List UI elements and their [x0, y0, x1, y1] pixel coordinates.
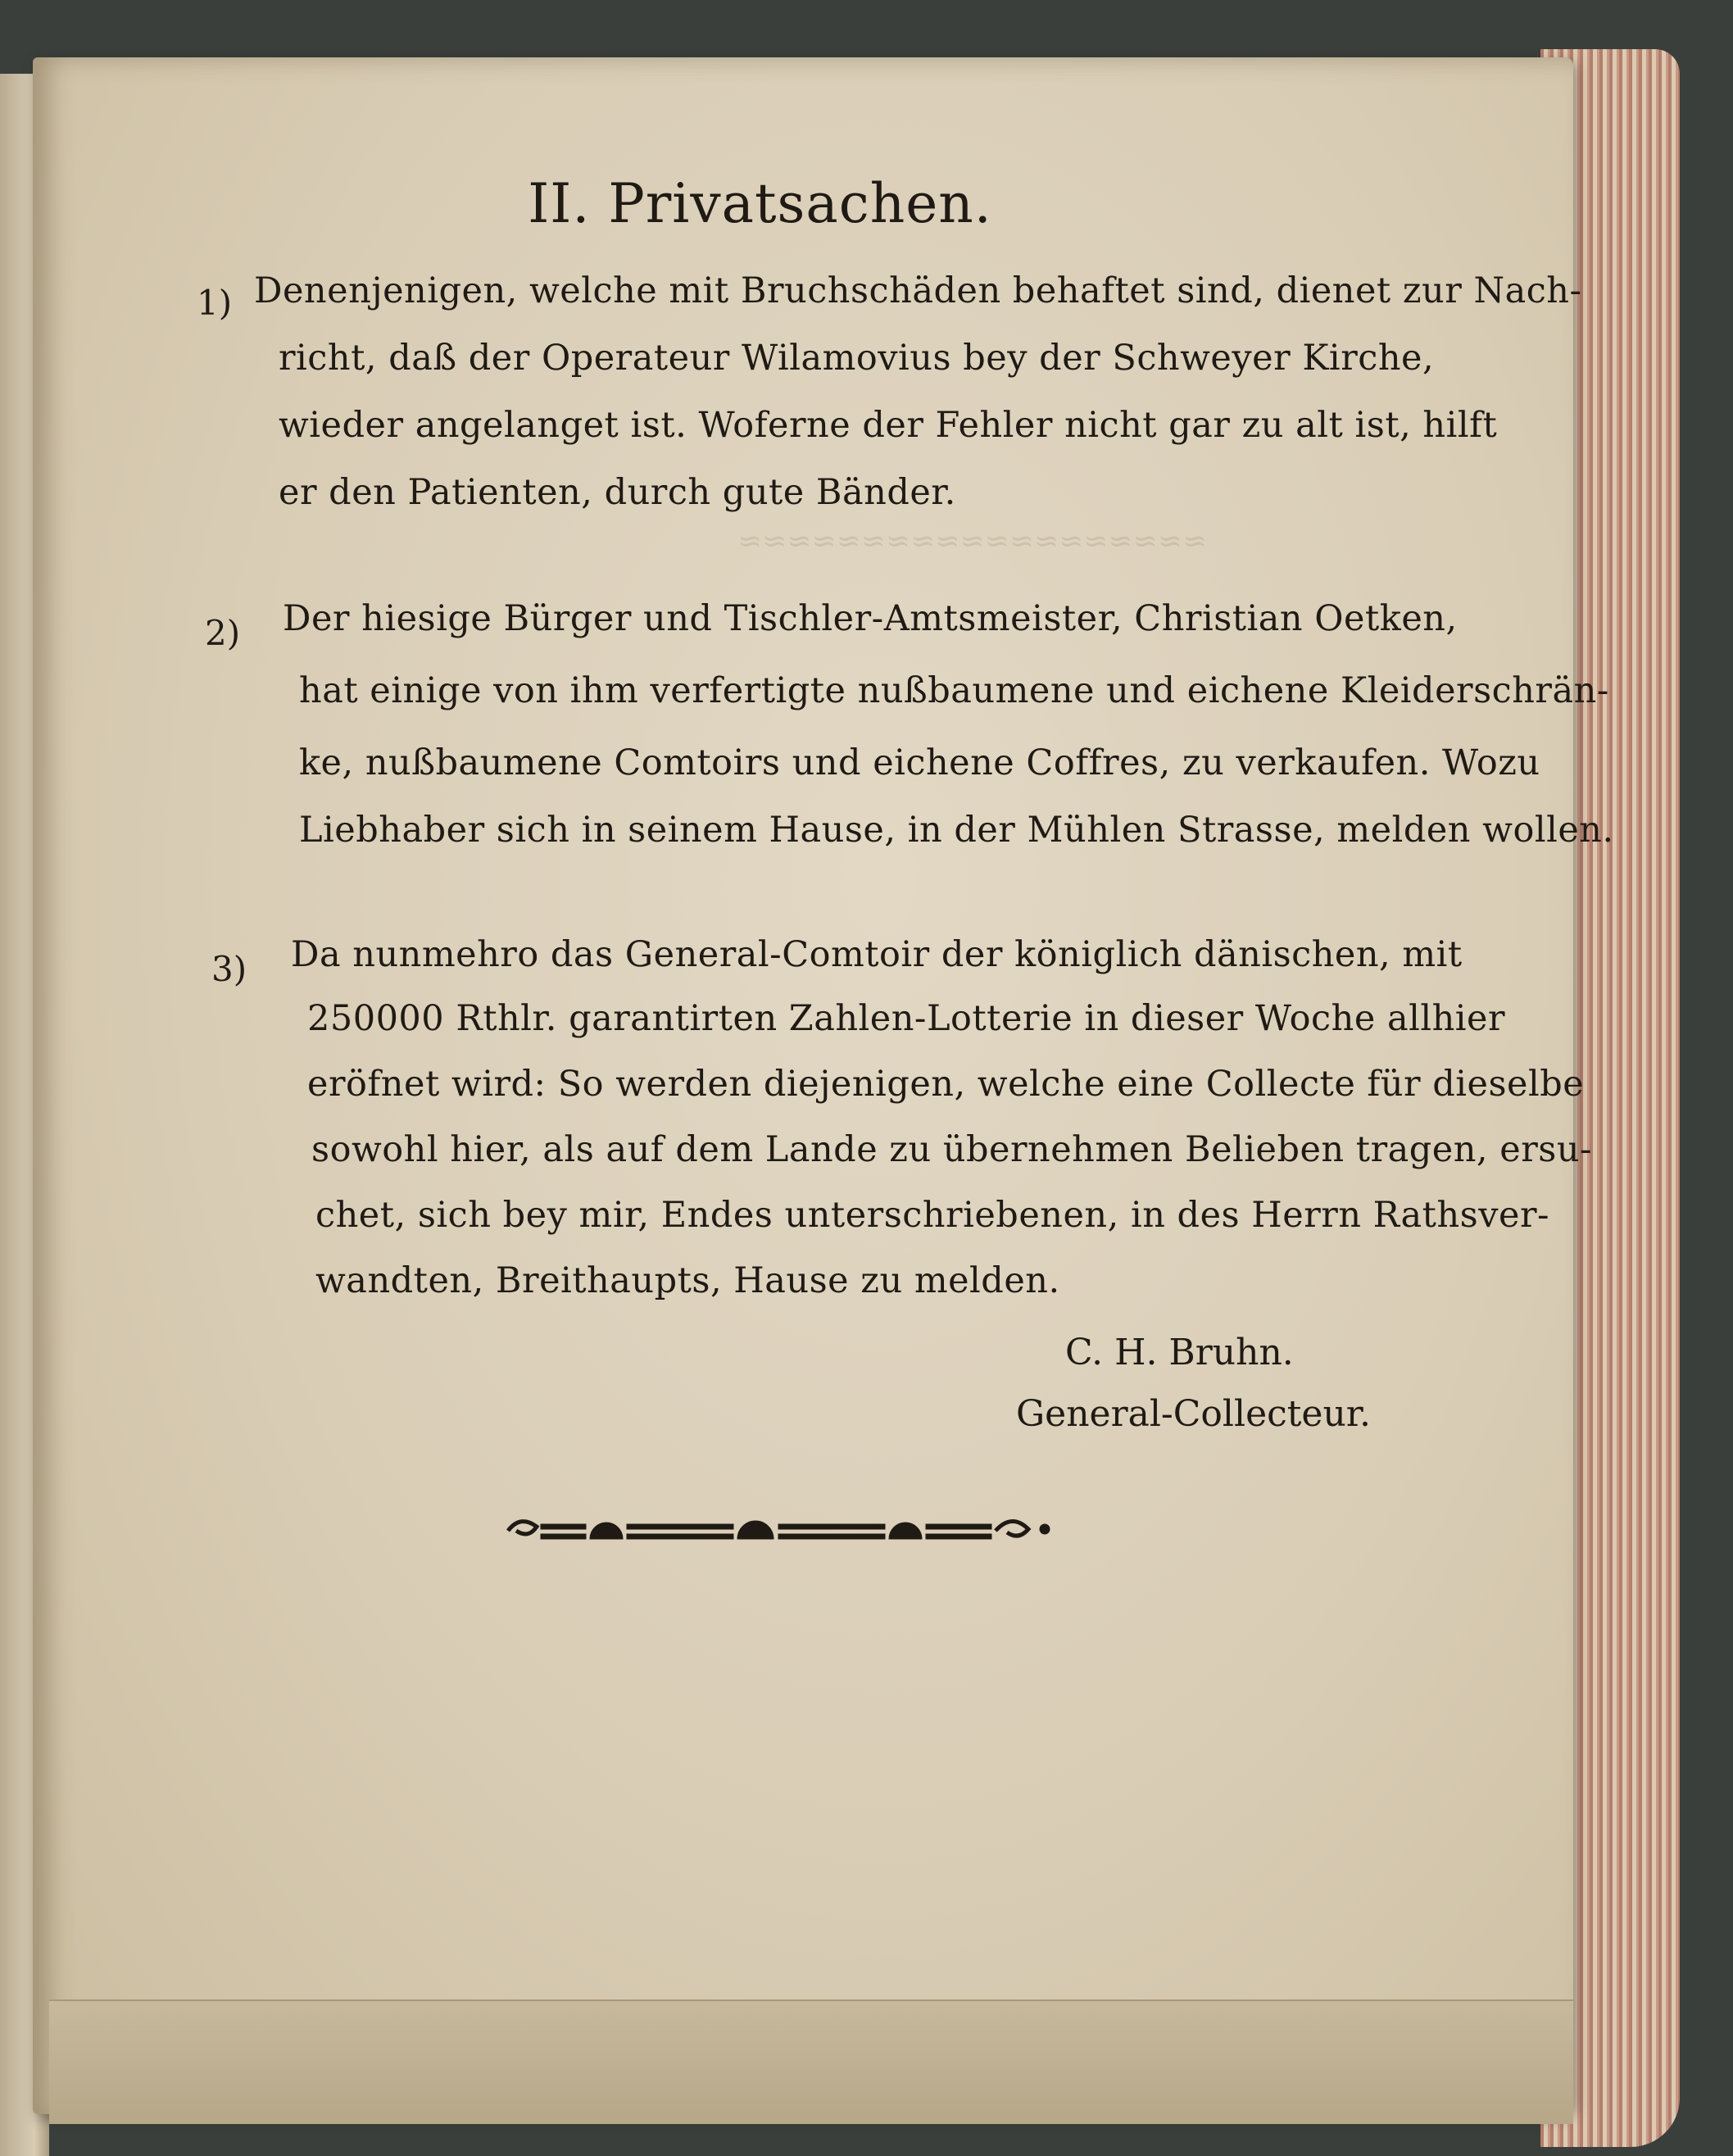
- item-1-number: 1): [197, 283, 233, 323]
- page-bottom-edge: [49, 1999, 1573, 2124]
- item-1-line-1: Denenjenigen, welche mit Bruchschäden behaftet sind, dienet zur Nach-: [254, 270, 1582, 311]
- section-title: II. Privatsachen.: [528, 172, 992, 235]
- item-2-line-4: Liebhaber sich in seinem Hause, in der Mühlen Strasse, melden wollen.: [299, 810, 1614, 851]
- item-3-line-1: Da nunmehro das General-Comtoir der königlich dänischen, mit: [291, 934, 1463, 975]
- item-3-line-6: wandten, Breithaupts, Hause zu melden.: [315, 1260, 1060, 1301]
- signature-name: C. H. Bruhn.: [1065, 1332, 1294, 1373]
- item-2-line-1: Der hiesige Bürger und Tischler-Amtsmeister, Christian Oetken,: [283, 598, 1458, 639]
- item-3-number: 3): [211, 949, 247, 989]
- item-2-number: 2): [205, 613, 241, 653]
- signature-role: General-Collecteur.: [1016, 1393, 1371, 1435]
- item-3-line-2: 250000 Rthlr. garantirten Zahlen-Lotterie in dieser Woche allhier: [307, 998, 1506, 1039]
- item-3-line-4: sowohl hier, als auf dem Lande zu übernehmen Belieben tragen, ersu-: [311, 1129, 1593, 1170]
- item-2-line-3: ke, nußbaumene Comtoirs und eichene Coffres, zu verkaufen. Wozu: [299, 742, 1540, 783]
- item-3-line-5: chet, sich bey mir, Endes unterschriebenen, in des Herrn Rathsver-: [315, 1195, 1550, 1236]
- item-1-line-4: er den Patienten, durch gute Bänder.: [279, 472, 956, 513]
- item-2-line-2: hat einige von ihm verfertigte nußbaumene und eichene Kleiderschrän-: [299, 670, 1609, 711]
- bleed-through-texture: ≈≈≈≈≈≈≈≈≈≈≈≈≈≈≈≈≈≈≈: [737, 524, 1208, 558]
- item-1-line-3: wieder angelanget ist. Woferne der Fehler nicht gar zu alt ist, hilft: [279, 405, 1498, 446]
- item-3-line-3: eröfnet wird: So werden diejenigen, welche eine Collecte für dieselbe: [307, 1064, 1585, 1105]
- ornament-divider: [500, 1506, 1065, 1555]
- item-1-line-2: richt, daß der Operateur Wilamovius bey der Schweyer Kirche,: [279, 338, 1435, 379]
